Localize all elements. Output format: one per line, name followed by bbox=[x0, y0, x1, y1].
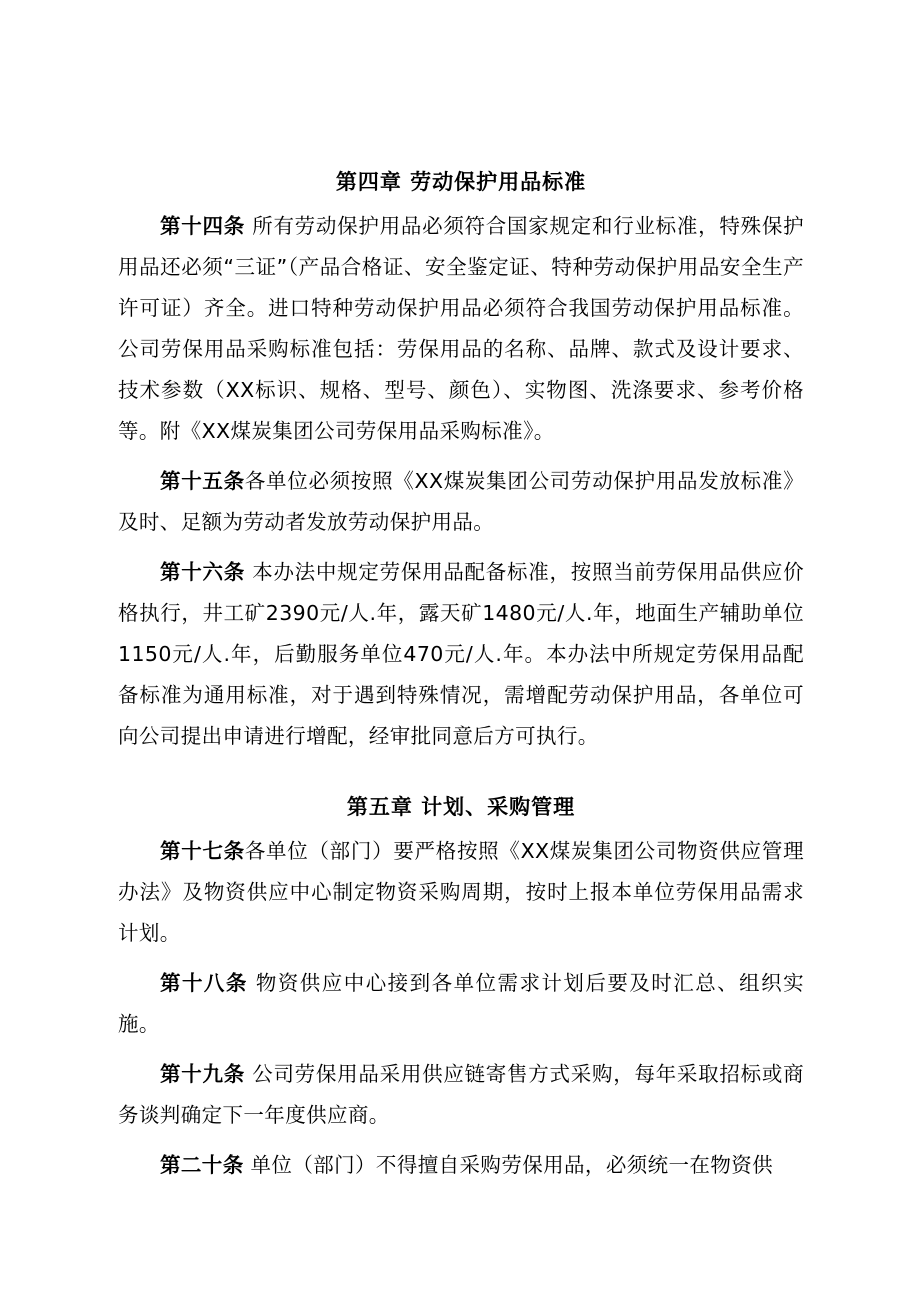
article-20-number: 第二十条 bbox=[160, 1153, 244, 1177]
article-19 bbox=[118, 1054, 804, 1136]
article-16-text: 本办法中规定劳保用品配备标准，按照当前劳保用品供应价格执行，井工矿2390元/人.年，露天矿1480元/人.年，地面生产辅助单位1150元/人.年，后勤服务单位470元/人.年。本办法中所规定劳保用品配备标准为通用标准，对于遇到特殊情况，需增配劳动保护用品，各单位可向公司提出申请进行增配，经审批同意后方可执行。 bbox=[118, 560, 804, 748]
document-body bbox=[118, 158, 804, 1186]
article-18 bbox=[118, 963, 804, 1045]
article-19-number: 第十九条 bbox=[160, 1062, 245, 1086]
article-14-text: 所有劳动保护用品必须符合国家规定和行业标准，特殊保护用品还必须“三证”（产品合格证、安全鉴定证、特种劳动保护用品安全生产许可证）齐全。进口特种劳动保护用品必须符合我国劳动保护用品标准。公司劳保用品采购标准包括：劳保用品的名称、品牌、款式及设计要求、技术参数（XX标识、规格、型号、颜色）、实物图、洗涤要求、参考价格等。附《XX煤炭集团公司劳保用品采购标准》。 bbox=[118, 214, 804, 443]
article-18-number: 第十八条 bbox=[160, 971, 248, 995]
chapter-4-title: 第四章 劳动保护用品标准 bbox=[335, 170, 587, 194]
article-19-text: 公司劳保用品采用供应链寄售方式采购，每年采取招标或商务谈判确定下一年度供应商。 bbox=[118, 1062, 804, 1127]
article-16 bbox=[118, 552, 804, 757]
article-20 bbox=[118, 1145, 804, 1186]
article-17-number: 第十七条 bbox=[160, 839, 245, 863]
article-20-text: 单位（部门）不得擅自采购劳保用品，必须统一在物资供 bbox=[243, 1153, 774, 1177]
article-17-text: 各单位（部门）要严格按照《XX煤炭集团公司物资供应管理办法》及物资供应中心制定物资采购周期，按时上报本单位劳保用品需求计划。 bbox=[118, 839, 804, 945]
article-18-text: 物资供应中心接到各单位需求计划后要及时汇总、组织实施。 bbox=[118, 971, 804, 1036]
article-15-text: 各单位必须按照《XX煤炭集团公司劳动保护用品发放标准》及时、足额为劳动者发放劳动保护用品。 bbox=[118, 469, 804, 534]
article-14 bbox=[118, 206, 804, 452]
article-15 bbox=[118, 461, 804, 543]
chapter-5-title: 第五章 计划、采购管理 bbox=[346, 795, 576, 819]
article-14-number: 第十四条 bbox=[160, 214, 245, 238]
article-16-number: 第十六条 bbox=[160, 560, 245, 584]
article-15-number: 第十五条 bbox=[160, 469, 245, 493]
article-17 bbox=[118, 831, 804, 954]
